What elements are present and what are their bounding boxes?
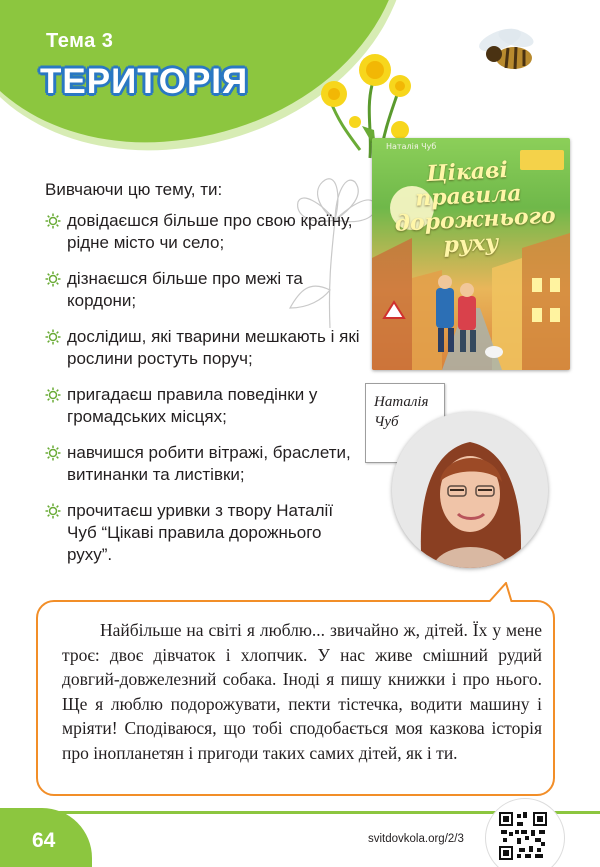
- book-cover: [372, 138, 570, 370]
- topic-label: Тема 3: [46, 30, 114, 52]
- author-name: Наталія Чуб: [374, 394, 429, 430]
- topic-title: ТЕРИТОРІЯ: [40, 62, 249, 101]
- site-link[interactable]: svitdovkola.org/2/3: [368, 833, 464, 845]
- bubble-tail: [486, 582, 516, 604]
- list-item: [45, 268, 365, 312]
- sun-bullet-icon: [45, 445, 61, 461]
- portrait-illustration: [392, 412, 548, 568]
- goal-text: дізнаєшся більше про межі та кордони;: [67, 269, 303, 310]
- qr-code-icon[interactable]: [499, 812, 547, 860]
- list-item: [45, 442, 365, 486]
- list-item: [45, 326, 365, 370]
- page-number: 64: [32, 829, 56, 852]
- intro-text: Вивчаючи цю тему, ти:: [45, 180, 223, 199]
- goals-list: [45, 210, 365, 580]
- list-item: [45, 500, 365, 566]
- bee-icon: [470, 22, 550, 82]
- goal-text: навчишся робити вітражі, браслети, витинанки та листівки;: [67, 443, 351, 484]
- sun-bullet-icon: [45, 271, 61, 287]
- sun-bullet-icon: [45, 213, 61, 229]
- author-quote: Найбільше на світі я люблю... звичайно ж, дітей. Їх у мене троє: двоє дівчаток і хлопчик. У нас живе смішний рудий довгий-довжелезний собака. Іноді я пишу книжки і про нього. Ще я люблю подорожувати, пекти тістечка, водити машину і мріяти! Сподіваюся, що тобі сподобається моя казкова історія про інопланетян і пригоди таких самих дітей, як і ти.: [62, 620, 542, 763]
- goal-text: прочитаєш уривки з твору Наталії Чуб “Цікаві правила дорожнього руху”.: [67, 501, 334, 564]
- goal-text: пригадаєш правила поведінки у громадських місцях;: [67, 385, 318, 426]
- sun-bullet-icon: [45, 503, 61, 519]
- book-author: Наталія Чуб: [386, 142, 437, 151]
- sun-bullet-icon: [45, 329, 61, 345]
- goal-text: довідаєшся більше про свою країну, рідне місто чи село;: [67, 211, 353, 252]
- author-portrait: [392, 412, 548, 568]
- list-item: [45, 384, 365, 428]
- goal-text: дослідиш, які тварини мешкають і які рослини ростуть поруч;: [67, 327, 360, 368]
- book-title: Цікаві правила дорожнього руху: [394, 156, 557, 259]
- list-item: [45, 210, 365, 254]
- sun-bullet-icon: [45, 387, 61, 403]
